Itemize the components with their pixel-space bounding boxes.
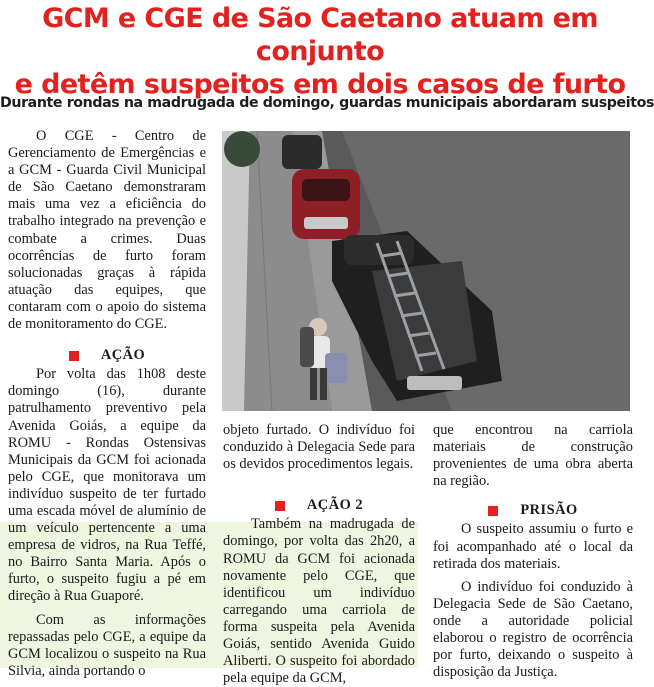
surveillance-photo xyxy=(222,131,630,411)
section-heading-prisao xyxy=(433,502,633,519)
paragraph-acao-conclusion: objeto furtado. O indivíduo foi conduzido à Delegacia Sede para os devidos procedimentos legais. xyxy=(223,422,415,473)
paragraph-prisao: O suspeito assumiu o furto e foi acompanhado até o local da retirada dos materiais. xyxy=(433,521,633,572)
paragraph-prisao-conclusion: O indivíduo foi conduzido à Delegacia Sede de São Caetano, onde a autoridade policial elaborou o registro de ocorrência por furto, deixando o suspeito à disposição da Justiça. xyxy=(433,578,633,681)
bullet-square-icon xyxy=(275,501,285,511)
headline-line-2: e detêm suspeitos em dois casos de furto xyxy=(14,69,626,100)
article-column-1 xyxy=(8,128,206,680)
bullet-square-icon xyxy=(488,506,498,516)
paragraph-intro: O CGE - Centro de Gerenciamento de Emergências e a GCM - Guarda Civil Municipal de São Caetano demonstraram mais uma vez a eficiência do trabalho integrado na prevenção e combate a crimes. Duas ocorrências de furto foram solucionadas graças à rápida atuação das equipes, que contaram com o apoio do sistema de monitoramento do CGE. xyxy=(8,128,206,333)
paragraph-acao-2: Também na madrugada de domingo, por volta das 2h20, a ROMU da GCM foi acionada novamente pelo CGE, que identificou um indivíduo carregando uma carriola de forma suspeita pela Avenida Goiás, sentido Avenida Guido Aliberti. O suspeito foi abordado pela equipe da GCM, xyxy=(223,516,415,687)
section-title: PRISÃO xyxy=(520,502,578,519)
headline xyxy=(0,2,640,101)
section-heading-acao-2 xyxy=(223,497,415,514)
article-column-2 xyxy=(223,422,415,687)
section-title: AÇÃO xyxy=(100,347,146,364)
section-title: AÇÃO 2 xyxy=(306,497,364,514)
bullet-square-icon xyxy=(69,351,79,361)
headline-line-1: GCM e CGE de São Caetano atuam em conjunto xyxy=(42,3,598,67)
subheadline: Durante rondas na madrugada de domingo, guardas municipais abordaram suspeitos xyxy=(0,95,654,111)
section-heading-acao xyxy=(8,347,206,364)
paragraph-acao-2-continued: que encontrou na carriola materiais de construção provenientes de uma obra aberta na região. xyxy=(433,422,633,490)
paragraph-acao: Por volta das 1h08 deste domingo (16), durante patrulhamento preventivo pela Avenida Goiás, a equipe da ROMU - Rondas Ostensivas Municipais da GCM foi acionada pelo CGE, que monitorava um indivíduo suspeito de ter furtado uma escada móvel de alumínio de um veículo pertencente a uma empresa de vidros, na Rua Teffé, no Bairro Santa Maria. Após o furto, o suspeito fugiu a pé em direção à Rua Guaporé. xyxy=(8,366,206,605)
paragraph-acao-continued: Com as informações repassadas pelo CGE, a equipe da GCM localizou o suspeito na Rua Silvia, ainda portando o xyxy=(8,611,206,679)
article-column-3 xyxy=(433,422,633,681)
